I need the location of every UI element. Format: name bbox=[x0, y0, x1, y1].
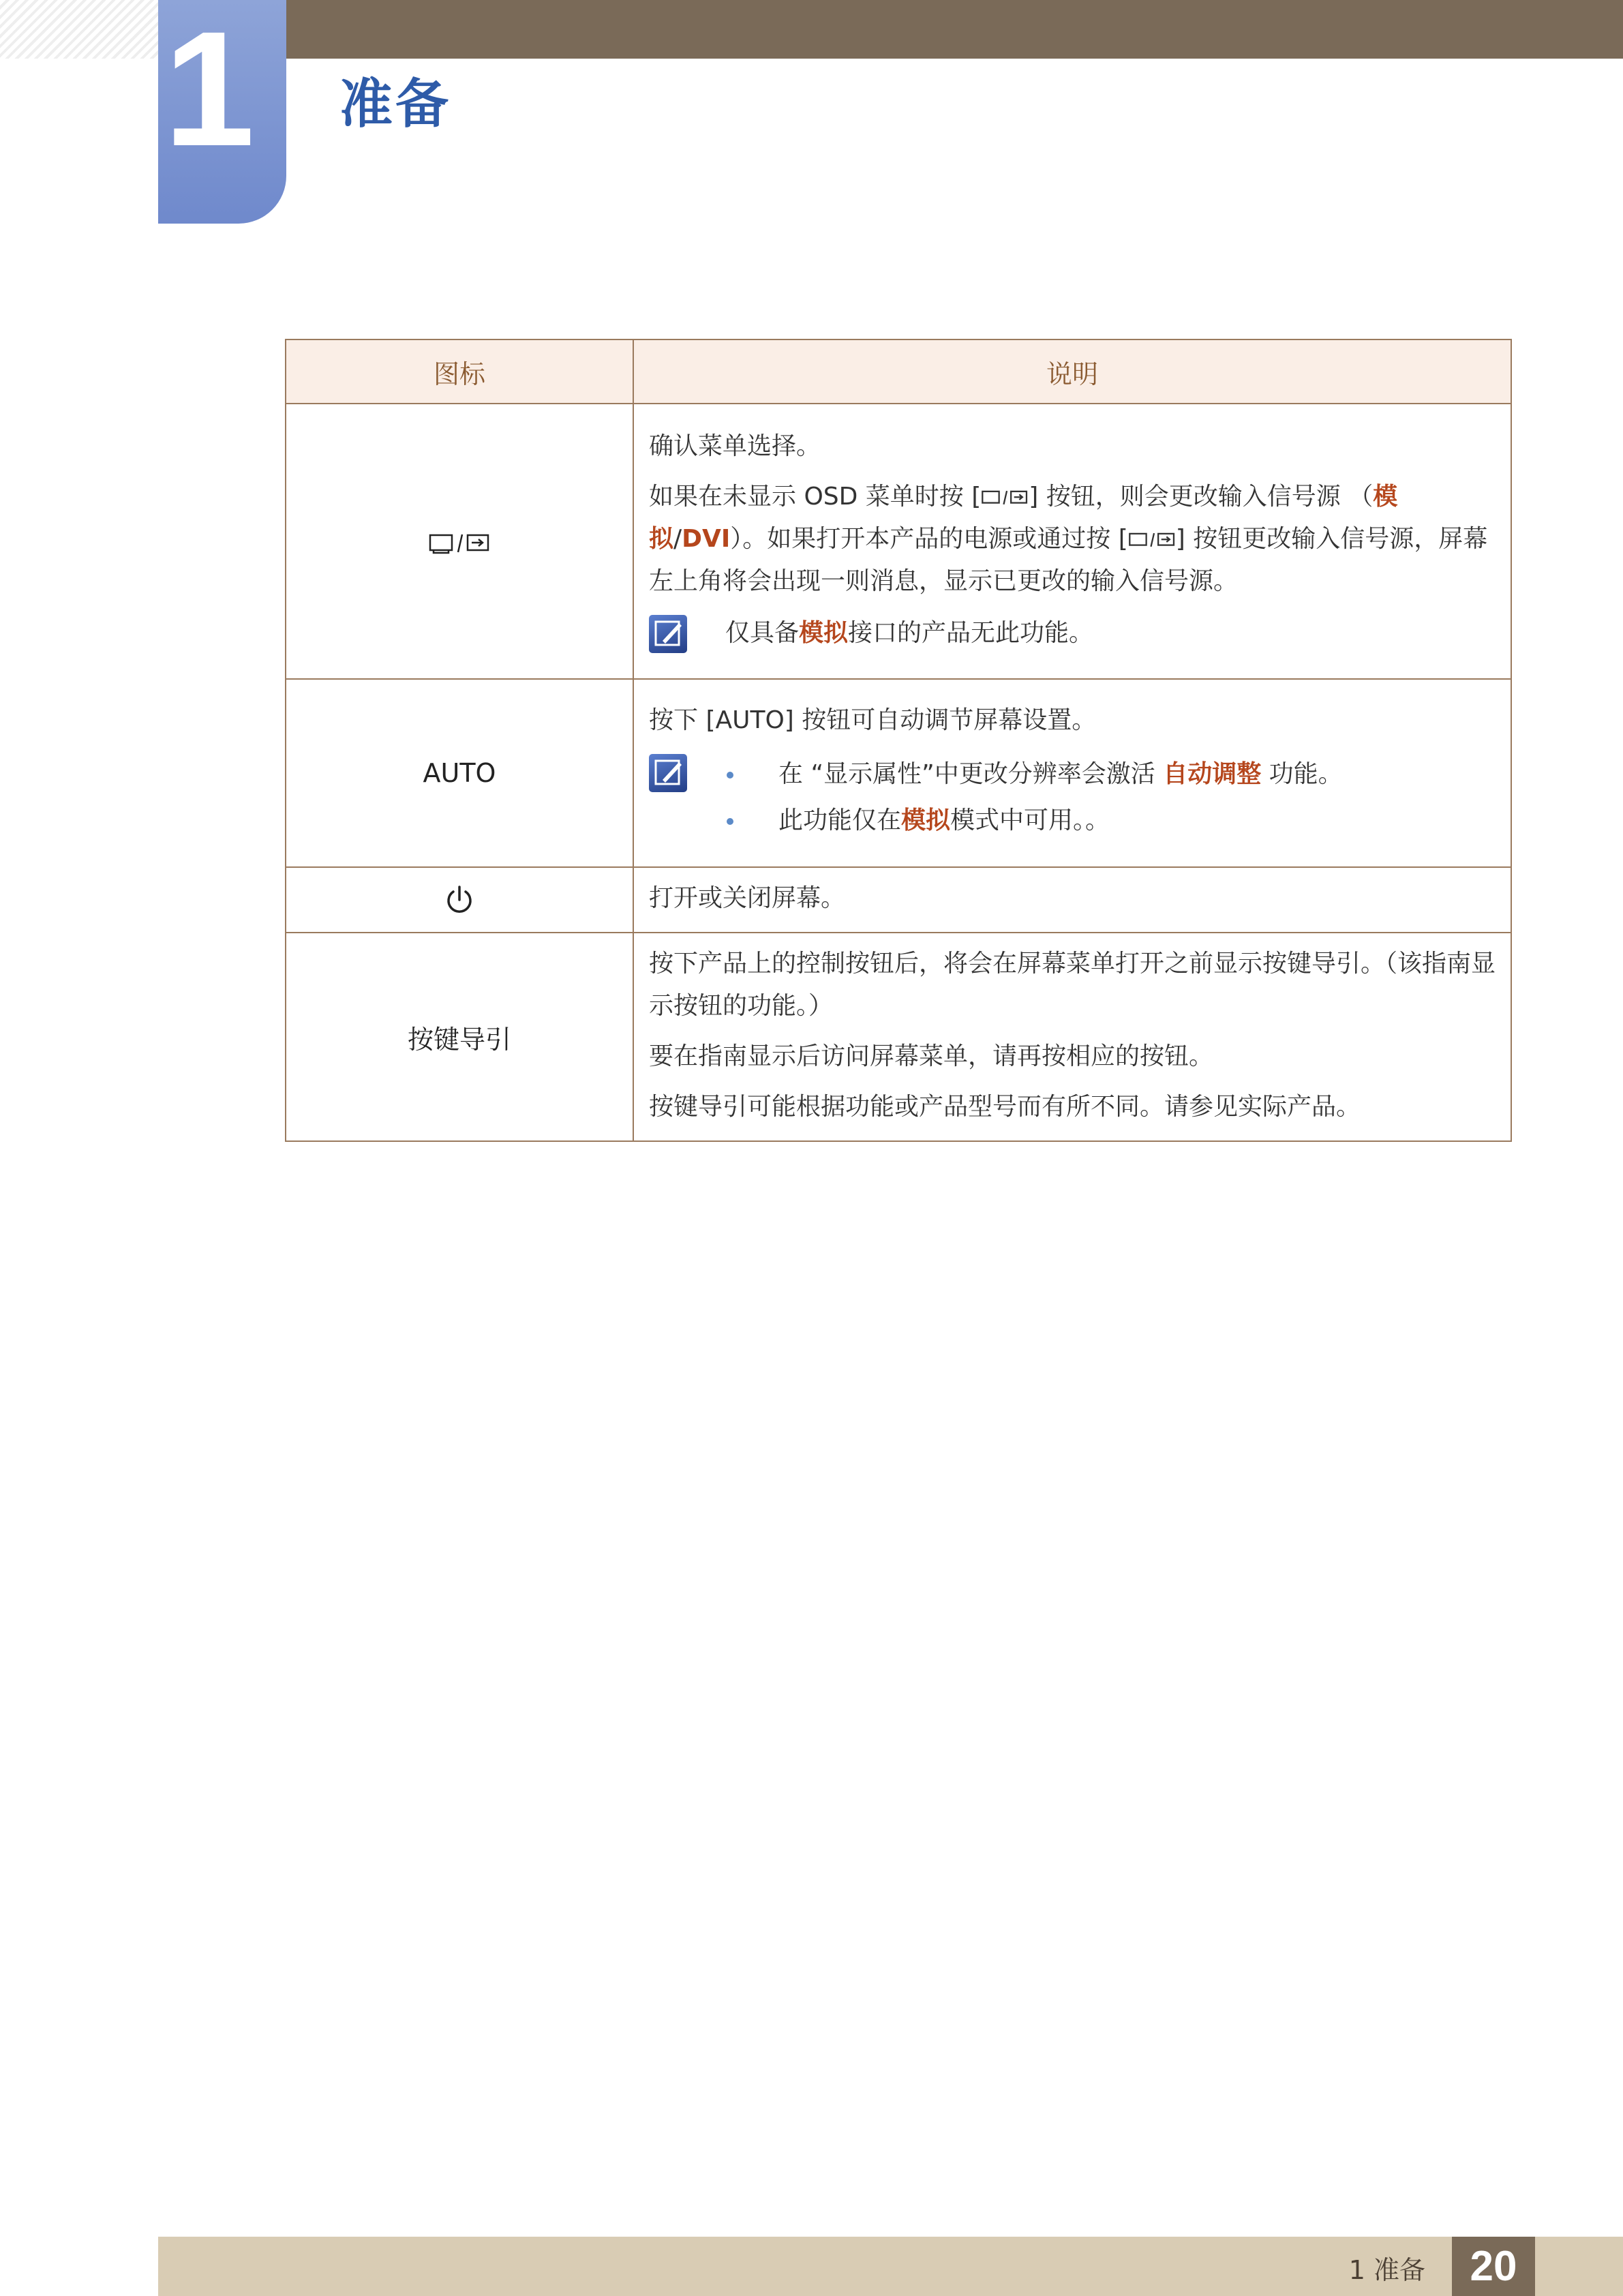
source-desc-text-d: ] 按钮更改输入信号源，屏幕左上角将会出现一则消息，显示已更改的输入信号源。 bbox=[649, 525, 1488, 595]
auto-bullet-2-highlight: 模拟 bbox=[901, 806, 951, 834]
footer-bar bbox=[158, 2237, 1623, 2296]
source-note-text bbox=[725, 612, 1093, 654]
page-number: 20 bbox=[1452, 2237, 1535, 2296]
power-description: 打开或关闭屏幕。 bbox=[633, 867, 1511, 933]
source-desc-confirm: 确认菜单选择。 bbox=[649, 432, 821, 460]
auto-description bbox=[633, 679, 1511, 867]
table-row-auto bbox=[286, 679, 1511, 867]
source-desc-paragraph bbox=[649, 476, 1496, 603]
chapter-badge bbox=[158, 0, 286, 224]
source-highlight-dvi: DVI bbox=[682, 525, 731, 553]
source-desc-text-b: ] 按钮，则会更改输入信号源 （ bbox=[1029, 483, 1374, 511]
source-description bbox=[633, 404, 1511, 679]
header-icon: 图标 bbox=[286, 339, 633, 404]
auto-desc-text: 按下 [AUTO] 按钮可自动调节屏幕设置。 bbox=[649, 706, 1097, 734]
source-note-text-a: 仅具备 bbox=[725, 619, 800, 647]
key-guide-desc-1: 按下产品上的控制按钮后，将会在屏幕菜单打开之前显示按键导引。（该指南显示按钮的功能。） bbox=[649, 950, 1496, 1020]
auto-note-bullets bbox=[725, 751, 1343, 844]
key-guide-desc-3: 按键导引可能根据功能或产品型号而有所不同。请参见实际产品。 bbox=[649, 1093, 1361, 1121]
source-icon bbox=[428, 532, 491, 555]
auto-bullet-1 bbox=[725, 751, 1343, 798]
power-icon bbox=[444, 885, 474, 916]
chapter-number: 1 bbox=[164, 0, 255, 180]
auto-label: AUTO bbox=[286, 679, 633, 867]
note-pencil-icon bbox=[649, 615, 687, 653]
auto-bullet-1-highlight: 自动调整 bbox=[1163, 760, 1262, 788]
source-note-text-b: 接口的产品无此功能。 bbox=[848, 619, 1094, 647]
source-inline-icon-2 bbox=[1128, 530, 1176, 549]
chapter-title: 准备 bbox=[339, 74, 452, 135]
footer-chapter-label: 1 准备 bbox=[1348, 2255, 1425, 2285]
key-guide-desc-2: 要在指南显示后访问屏幕菜单，请再按相应的按钮。 bbox=[649, 1042, 1214, 1070]
source-note-highlight: 模拟 bbox=[799, 619, 849, 647]
source-desc-text-a: 如果在未显示 OSD 菜单时按 [ bbox=[649, 483, 982, 511]
table-row-power bbox=[286, 867, 1511, 933]
note-pencil-icon bbox=[649, 754, 687, 792]
key-guide-description bbox=[633, 933, 1511, 1141]
source-note bbox=[649, 612, 1496, 654]
auto-bullet-2-text-a: 此功能仅在 bbox=[778, 806, 902, 834]
power-icon-cell bbox=[286, 867, 633, 933]
auto-bullet-1-text-a: 在 “显示属性”中更改分辨率会激活 bbox=[778, 760, 1164, 788]
source-desc-text-c: ）。如果打开本产品的电源或通过按 [ bbox=[730, 525, 1128, 553]
table-row-source bbox=[286, 404, 1511, 679]
key-guide-label: 按键导引 bbox=[286, 933, 633, 1141]
source-icon-cell bbox=[286, 404, 633, 679]
source-separator: / bbox=[673, 525, 682, 553]
source-inline-icon bbox=[981, 488, 1029, 507]
table-header-row bbox=[286, 339, 1511, 404]
auto-bullet-2-text-b: 模式中可用。。 bbox=[950, 806, 1110, 834]
top-hatch-decoration bbox=[0, 0, 158, 59]
auto-bullet-1-text-b: 功能。 bbox=[1261, 760, 1343, 788]
source-highlight-analog: 模拟 bbox=[649, 483, 1398, 553]
auto-bullet-2 bbox=[725, 798, 1343, 844]
table-row-key-guide bbox=[286, 933, 1511, 1141]
header-description: 说明 bbox=[633, 339, 1511, 404]
auto-note bbox=[649, 751, 1496, 844]
function-table bbox=[285, 339, 1512, 1142]
